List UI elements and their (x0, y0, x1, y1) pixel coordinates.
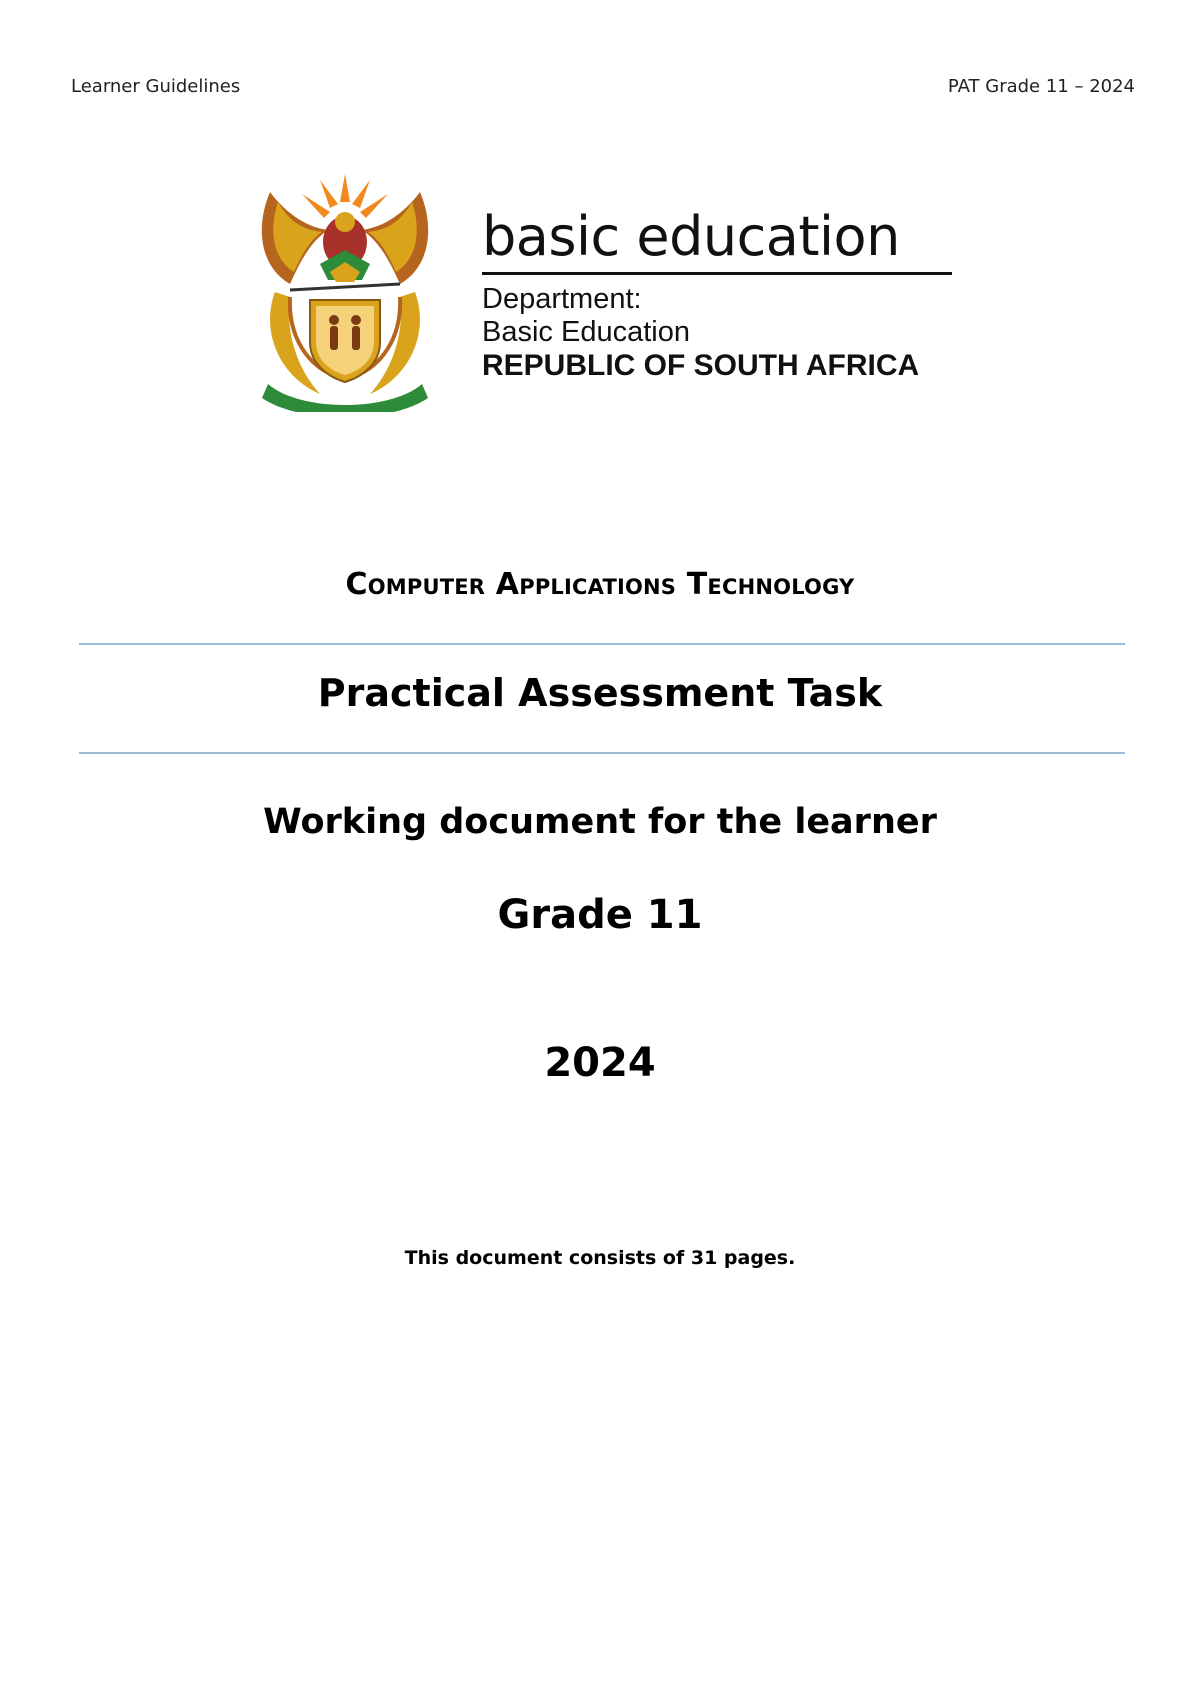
brand-department-label: Department: (482, 283, 642, 315)
department-logo (250, 172, 950, 422)
brand-department-name: Basic Education (482, 316, 690, 348)
header-right-text: PAT Grade 11 – 2024 (947, 76, 1135, 97)
subject-title: Computer Applications Technology (345, 567, 855, 602)
header-left-text: Learner Guidelines (71, 76, 241, 97)
year-label: 2024 (544, 1040, 656, 1086)
divider-bottom (79, 752, 1125, 754)
page-count-note: This document consists of 31 pages. (404, 1247, 796, 1269)
grade-label: Grade 11 (497, 892, 703, 938)
brand-name: basic education (482, 205, 900, 268)
brand-block (482, 205, 950, 382)
brand-underline (482, 272, 952, 275)
divider-top (79, 643, 1125, 645)
document-subtitle: Working document for the learner (263, 802, 937, 842)
document-title: Practical Assessment Task (317, 671, 883, 715)
coat-of-arms-icon (250, 172, 440, 412)
brand-country: REPUBLIC OF SOUTH AFRICA (482, 349, 920, 382)
